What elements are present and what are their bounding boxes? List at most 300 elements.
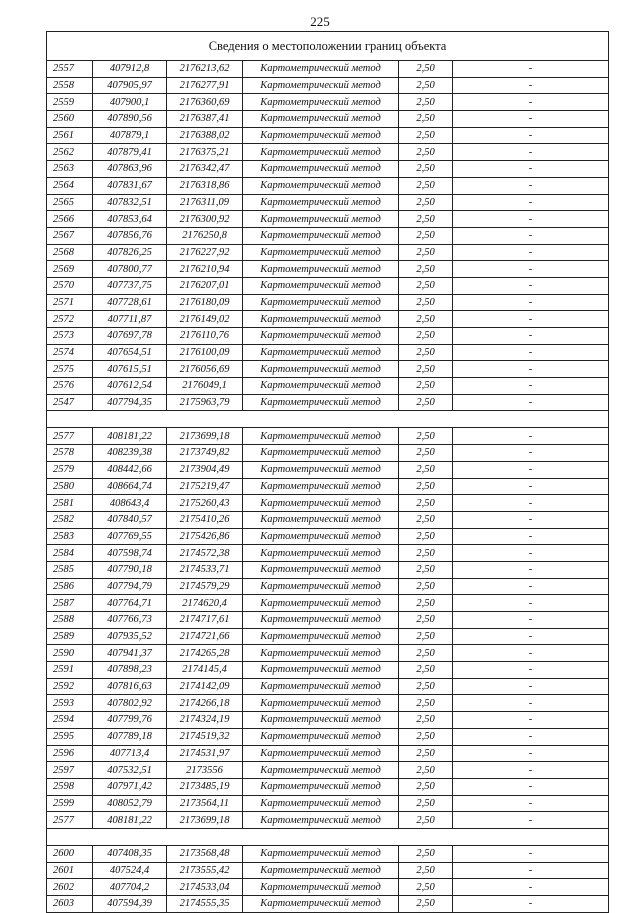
accuracy-cell: 2,50 (399, 311, 453, 328)
y-coordinate-cell: 2174531,97 (167, 745, 243, 762)
x-coordinate-cell: 407766,73 (93, 612, 167, 629)
method-cell: Картометрический метод (243, 277, 399, 294)
table-row (47, 211, 609, 228)
description-cell: - (453, 378, 609, 395)
method-cell: Картометрический метод (243, 227, 399, 244)
point-number-cell: 2565 (47, 194, 93, 211)
accuracy-cell: 2,50 (399, 328, 453, 345)
table-row (47, 845, 609, 862)
accuracy-cell: 2,50 (399, 728, 453, 745)
point-number-cell: 2560 (47, 111, 93, 128)
y-coordinate-cell: 2173699,18 (167, 812, 243, 829)
y-coordinate-cell: 2175426,86 (167, 528, 243, 545)
method-cell: Картометрический метод (243, 612, 399, 629)
table-row (47, 244, 609, 261)
y-coordinate-cell: 2174555,35 (167, 896, 243, 913)
accuracy-cell: 2,50 (399, 361, 453, 378)
point-number-cell: 2567 (47, 227, 93, 244)
table-row (47, 394, 609, 411)
table-row (47, 127, 609, 144)
x-coordinate-cell: 408181,22 (93, 428, 167, 445)
method-cell: Картометрический метод (243, 127, 399, 144)
accuracy-cell: 2,50 (399, 277, 453, 294)
x-coordinate-cell: 408181,22 (93, 812, 167, 829)
description-cell: - (453, 612, 609, 629)
table-row (47, 311, 609, 328)
accuracy-cell: 2,50 (399, 845, 453, 862)
y-coordinate-cell: 2173699,18 (167, 428, 243, 445)
y-coordinate-cell: 2173749,82 (167, 445, 243, 462)
description-cell: - (453, 344, 609, 361)
point-number-cell: 2591 (47, 662, 93, 679)
accuracy-cell: 2,50 (399, 461, 453, 478)
accuracy-cell: 2,50 (399, 762, 453, 779)
description-cell: - (453, 261, 609, 278)
x-coordinate-cell: 407799,76 (93, 712, 167, 729)
x-coordinate-cell: 407704,2 (93, 879, 167, 896)
y-coordinate-cell: 2176388,02 (167, 127, 243, 144)
method-cell: Картометрический метод (243, 778, 399, 795)
point-number-cell: 2599 (47, 795, 93, 812)
table-row (47, 361, 609, 378)
y-coordinate-cell: 2176250,8 (167, 227, 243, 244)
group-separator-row (47, 828, 609, 845)
table-row (47, 461, 609, 478)
description-cell: - (453, 578, 609, 595)
x-coordinate-cell: 408643,4 (93, 495, 167, 512)
x-coordinate-cell: 407831,67 (93, 177, 167, 194)
x-coordinate-cell: 407697,78 (93, 328, 167, 345)
description-cell: - (453, 495, 609, 512)
method-cell: Картометрический метод (243, 194, 399, 211)
table-row (47, 678, 609, 695)
accuracy-cell: 2,50 (399, 127, 453, 144)
x-coordinate-cell: 408664,74 (93, 478, 167, 495)
table-row (47, 712, 609, 729)
accuracy-cell: 2,50 (399, 378, 453, 395)
point-number-cell: 2563 (47, 161, 93, 178)
method-cell: Картометрический метод (243, 628, 399, 645)
point-number-cell: 2568 (47, 244, 93, 261)
x-coordinate-cell: 407971,42 (93, 778, 167, 795)
accuracy-cell: 2,50 (399, 177, 453, 194)
x-coordinate-cell: 407935,52 (93, 628, 167, 645)
y-coordinate-cell: 2176375,21 (167, 144, 243, 161)
page-number: 225 (310, 14, 330, 29)
description-cell: - (453, 812, 609, 829)
table-row (47, 428, 609, 445)
point-number-cell: 2603 (47, 896, 93, 913)
x-coordinate-cell: 407524,4 (93, 862, 167, 879)
table-row (47, 778, 609, 795)
accuracy-cell: 2,50 (399, 211, 453, 228)
description-cell: - (453, 795, 609, 812)
point-number-cell: 2566 (47, 211, 93, 228)
description-cell: - (453, 778, 609, 795)
method-cell: Картометрический метод (243, 879, 399, 896)
y-coordinate-cell: 2176300,92 (167, 211, 243, 228)
description-cell: - (453, 728, 609, 745)
separator-cell (47, 828, 609, 845)
point-number-cell: 2592 (47, 678, 93, 695)
point-number-cell: 2589 (47, 628, 93, 645)
description-cell: - (453, 77, 609, 94)
method-cell: Картометрический метод (243, 428, 399, 445)
table-row (47, 344, 609, 361)
method-cell: Картометрический метод (243, 394, 399, 411)
description-cell: - (453, 662, 609, 679)
x-coordinate-cell: 407840,57 (93, 511, 167, 528)
accuracy-cell: 2,50 (399, 628, 453, 645)
table-row (47, 862, 609, 879)
method-cell: Картометрический метод (243, 845, 399, 862)
table-row (47, 612, 609, 629)
method-cell: Картометрический метод (243, 261, 399, 278)
description-cell: - (453, 244, 609, 261)
method-cell: Картометрический метод (243, 528, 399, 545)
method-cell: Картометрический метод (243, 595, 399, 612)
x-coordinate-cell: 407594,39 (93, 896, 167, 913)
accuracy-cell: 2,50 (399, 812, 453, 829)
point-number-cell: 2558 (47, 77, 93, 94)
y-coordinate-cell: 2174142,09 (167, 678, 243, 695)
x-coordinate-cell: 407711,87 (93, 311, 167, 328)
point-number-cell: 2570 (47, 277, 93, 294)
y-coordinate-cell: 2176213,62 (167, 61, 243, 78)
description-cell: - (453, 896, 609, 913)
point-number-cell: 2578 (47, 445, 93, 462)
point-number-cell: 2571 (47, 294, 93, 311)
table-row (47, 578, 609, 595)
y-coordinate-cell: 2175219,47 (167, 478, 243, 495)
accuracy-cell: 2,50 (399, 344, 453, 361)
method-cell: Картометрический метод (243, 862, 399, 879)
x-coordinate-cell: 407941,37 (93, 645, 167, 662)
method-cell: Картометрический метод (243, 328, 399, 345)
x-coordinate-cell: 407532,51 (93, 762, 167, 779)
method-cell: Картометрический метод (243, 378, 399, 395)
point-number-cell: 2593 (47, 695, 93, 712)
accuracy-cell: 2,50 (399, 194, 453, 211)
method-cell: Картометрический метод (243, 578, 399, 595)
method-cell: Картометрический метод (243, 111, 399, 128)
point-number-cell: 2581 (47, 495, 93, 512)
method-cell: Картометрический метод (243, 695, 399, 712)
description-cell: - (453, 645, 609, 662)
y-coordinate-cell: 2176110,76 (167, 328, 243, 345)
x-coordinate-cell: 407764,71 (93, 595, 167, 612)
x-coordinate-cell: 407598,74 (93, 545, 167, 562)
point-number-cell: 2582 (47, 511, 93, 528)
x-coordinate-cell: 407794,79 (93, 578, 167, 595)
y-coordinate-cell: 2176311,09 (167, 194, 243, 211)
group-separator-row (47, 411, 609, 428)
y-coordinate-cell: 2174265,28 (167, 645, 243, 662)
accuracy-cell: 2,50 (399, 445, 453, 462)
x-coordinate-cell: 407879,41 (93, 144, 167, 161)
x-coordinate-cell: 407654,51 (93, 344, 167, 361)
method-cell: Картометрический метод (243, 461, 399, 478)
x-coordinate-cell: 407408,35 (93, 845, 167, 862)
y-coordinate-cell: 2174145,4 (167, 662, 243, 679)
point-number-cell: 2579 (47, 461, 93, 478)
description-cell: - (453, 862, 609, 879)
description-cell: - (453, 94, 609, 111)
accuracy-cell: 2,50 (399, 111, 453, 128)
description-cell: - (453, 712, 609, 729)
description-cell: - (453, 177, 609, 194)
y-coordinate-cell: 2174533,04 (167, 879, 243, 896)
description-cell: - (453, 328, 609, 345)
y-coordinate-cell: 2173556 (167, 762, 243, 779)
point-number-cell: 2595 (47, 728, 93, 745)
method-cell: Картометрический метод (243, 728, 399, 745)
table-row (47, 812, 609, 829)
x-coordinate-cell: 407615,51 (93, 361, 167, 378)
table-row (47, 896, 609, 913)
y-coordinate-cell: 2176210,94 (167, 261, 243, 278)
table-row (47, 194, 609, 211)
y-coordinate-cell: 2176227,92 (167, 244, 243, 261)
table-row (47, 61, 609, 78)
method-cell: Картометрический метод (243, 244, 399, 261)
x-coordinate-cell: 407912,8 (93, 61, 167, 78)
accuracy-cell: 2,50 (399, 61, 453, 78)
boundary-coordinates-table (46, 31, 609, 913)
description-cell: - (453, 545, 609, 562)
table-row (47, 261, 609, 278)
accuracy-cell: 2,50 (399, 161, 453, 178)
point-number-cell: 2564 (47, 177, 93, 194)
description-cell: - (453, 511, 609, 528)
accuracy-cell: 2,50 (399, 495, 453, 512)
table-row (47, 645, 609, 662)
y-coordinate-cell: 2175260,43 (167, 495, 243, 512)
y-coordinate-cell: 2174533,71 (167, 561, 243, 578)
method-cell: Картометрический метод (243, 662, 399, 679)
y-coordinate-cell: 2174324,19 (167, 712, 243, 729)
accuracy-cell: 2,50 (399, 77, 453, 94)
x-coordinate-cell: 408442,66 (93, 461, 167, 478)
accuracy-cell: 2,50 (399, 645, 453, 662)
accuracy-cell: 2,50 (399, 561, 453, 578)
x-coordinate-cell: 407898,23 (93, 662, 167, 679)
point-number-cell: 2598 (47, 778, 93, 795)
table-row (47, 111, 609, 128)
description-cell: - (453, 445, 609, 462)
x-coordinate-cell: 407879,1 (93, 127, 167, 144)
description-cell: - (453, 478, 609, 495)
table-row (47, 478, 609, 495)
x-coordinate-cell: 407612,54 (93, 378, 167, 395)
description-cell: - (453, 294, 609, 311)
description-cell: - (453, 745, 609, 762)
description-cell: - (453, 311, 609, 328)
point-number-cell: 2575 (47, 361, 93, 378)
x-coordinate-cell: 408239,38 (93, 445, 167, 462)
y-coordinate-cell: 2174266,18 (167, 695, 243, 712)
y-coordinate-cell: 2174572,38 (167, 545, 243, 562)
table-row (47, 695, 609, 712)
description-cell: - (453, 628, 609, 645)
method-cell: Картометрический метод (243, 678, 399, 695)
description-cell: - (453, 127, 609, 144)
description-cell: - (453, 528, 609, 545)
accuracy-cell: 2,50 (399, 695, 453, 712)
description-cell: - (453, 194, 609, 211)
accuracy-cell: 2,50 (399, 227, 453, 244)
point-number-cell: 2577 (47, 428, 93, 445)
point-number-cell: 2559 (47, 94, 93, 111)
method-cell: Картометрический метод (243, 144, 399, 161)
description-cell: - (453, 227, 609, 244)
table-row (47, 378, 609, 395)
point-number-cell: 2587 (47, 595, 93, 612)
point-number-cell: 2596 (47, 745, 93, 762)
method-cell: Картометрический метод (243, 161, 399, 178)
y-coordinate-cell: 2176100,09 (167, 344, 243, 361)
table-row (47, 545, 609, 562)
table-row (47, 227, 609, 244)
y-coordinate-cell: 2174579,29 (167, 578, 243, 595)
method-cell: Картометрический метод (243, 311, 399, 328)
accuracy-cell: 2,50 (399, 879, 453, 896)
description-cell: - (453, 61, 609, 78)
description-cell: - (453, 561, 609, 578)
accuracy-cell: 2,50 (399, 896, 453, 913)
table-row (47, 795, 609, 812)
method-cell: Картометрический метод (243, 745, 399, 762)
x-coordinate-cell: 407790,18 (93, 561, 167, 578)
description-cell: - (453, 678, 609, 695)
table-row (47, 277, 609, 294)
method-cell: Картометрический метод (243, 795, 399, 812)
point-number-cell: 2562 (47, 144, 93, 161)
table-title-row (47, 32, 609, 61)
y-coordinate-cell: 2174721,66 (167, 628, 243, 645)
description-cell: - (453, 361, 609, 378)
point-number-cell: 2597 (47, 762, 93, 779)
accuracy-cell: 2,50 (399, 394, 453, 411)
y-coordinate-cell: 2174519,32 (167, 728, 243, 745)
method-cell: Картометрический метод (243, 762, 399, 779)
table-row (47, 728, 609, 745)
accuracy-cell: 2,50 (399, 244, 453, 261)
separator-cell (47, 411, 609, 428)
y-coordinate-cell: 2176207,01 (167, 277, 243, 294)
method-cell: Картометрический метод (243, 177, 399, 194)
table-row (47, 662, 609, 679)
point-number-cell: 2600 (47, 845, 93, 862)
x-coordinate-cell: 407802,92 (93, 695, 167, 712)
method-cell: Картометрический метод (243, 77, 399, 94)
accuracy-cell: 2,50 (399, 678, 453, 695)
table-row (47, 445, 609, 462)
accuracy-cell: 2,50 (399, 294, 453, 311)
method-cell: Картометрический метод (243, 712, 399, 729)
x-coordinate-cell: 408052,79 (93, 795, 167, 812)
point-number-cell: 2585 (47, 561, 93, 578)
accuracy-cell: 2,50 (399, 712, 453, 729)
point-number-cell: 2576 (47, 378, 93, 395)
x-coordinate-cell: 407789,18 (93, 728, 167, 745)
method-cell: Картометрический метод (243, 561, 399, 578)
point-number-cell: 2577 (47, 812, 93, 829)
method-cell: Картометрический метод (243, 294, 399, 311)
point-number-cell: 2584 (47, 545, 93, 562)
description-cell: - (453, 879, 609, 896)
x-coordinate-cell: 407800,77 (93, 261, 167, 278)
y-coordinate-cell: 2176342,47 (167, 161, 243, 178)
table-row (47, 745, 609, 762)
y-coordinate-cell: 2176049,1 (167, 378, 243, 395)
method-cell: Картометрический метод (243, 94, 399, 111)
description-cell: - (453, 211, 609, 228)
x-coordinate-cell: 407794,35 (93, 394, 167, 411)
accuracy-cell: 2,50 (399, 778, 453, 795)
x-coordinate-cell: 407816,63 (93, 678, 167, 695)
table-row (47, 628, 609, 645)
x-coordinate-cell: 407890,56 (93, 111, 167, 128)
y-coordinate-cell: 2173904,49 (167, 461, 243, 478)
point-number-cell: 2547 (47, 394, 93, 411)
table-row (47, 561, 609, 578)
method-cell: Картометрический метод (243, 511, 399, 528)
accuracy-cell: 2,50 (399, 578, 453, 595)
y-coordinate-cell: 2176180,09 (167, 294, 243, 311)
y-coordinate-cell: 2176056,69 (167, 361, 243, 378)
accuracy-cell: 2,50 (399, 795, 453, 812)
y-coordinate-cell: 2176277,91 (167, 77, 243, 94)
accuracy-cell: 2,50 (399, 511, 453, 528)
x-coordinate-cell: 407769,55 (93, 528, 167, 545)
accuracy-cell: 2,50 (399, 428, 453, 445)
table-row (47, 495, 609, 512)
accuracy-cell: 2,50 (399, 478, 453, 495)
table-row (47, 595, 609, 612)
table-row (47, 294, 609, 311)
point-number-cell: 2601 (47, 862, 93, 879)
point-number-cell: 2588 (47, 612, 93, 629)
point-number-cell: 2557 (47, 61, 93, 78)
table-row (47, 77, 609, 94)
method-cell: Картометрический метод (243, 545, 399, 562)
point-number-cell: 2594 (47, 712, 93, 729)
y-coordinate-cell: 2173564,11 (167, 795, 243, 812)
description-cell: - (453, 277, 609, 294)
y-coordinate-cell: 2174717,61 (167, 612, 243, 629)
table-row (47, 177, 609, 194)
description-cell: - (453, 428, 609, 445)
point-number-cell: 2583 (47, 528, 93, 545)
accuracy-cell: 2,50 (399, 595, 453, 612)
description-cell: - (453, 144, 609, 161)
table-row (47, 328, 609, 345)
method-cell: Картометрический метод (243, 645, 399, 662)
accuracy-cell: 2,50 (399, 528, 453, 545)
x-coordinate-cell: 407905,97 (93, 77, 167, 94)
description-cell: - (453, 695, 609, 712)
x-coordinate-cell: 407863,96 (93, 161, 167, 178)
x-coordinate-cell: 407713,4 (93, 745, 167, 762)
table-row (47, 161, 609, 178)
table-row (47, 94, 609, 111)
table-row (47, 511, 609, 528)
table-row (47, 144, 609, 161)
y-coordinate-cell: 2174620,4 (167, 595, 243, 612)
description-cell: - (453, 111, 609, 128)
accuracy-cell: 2,50 (399, 545, 453, 562)
